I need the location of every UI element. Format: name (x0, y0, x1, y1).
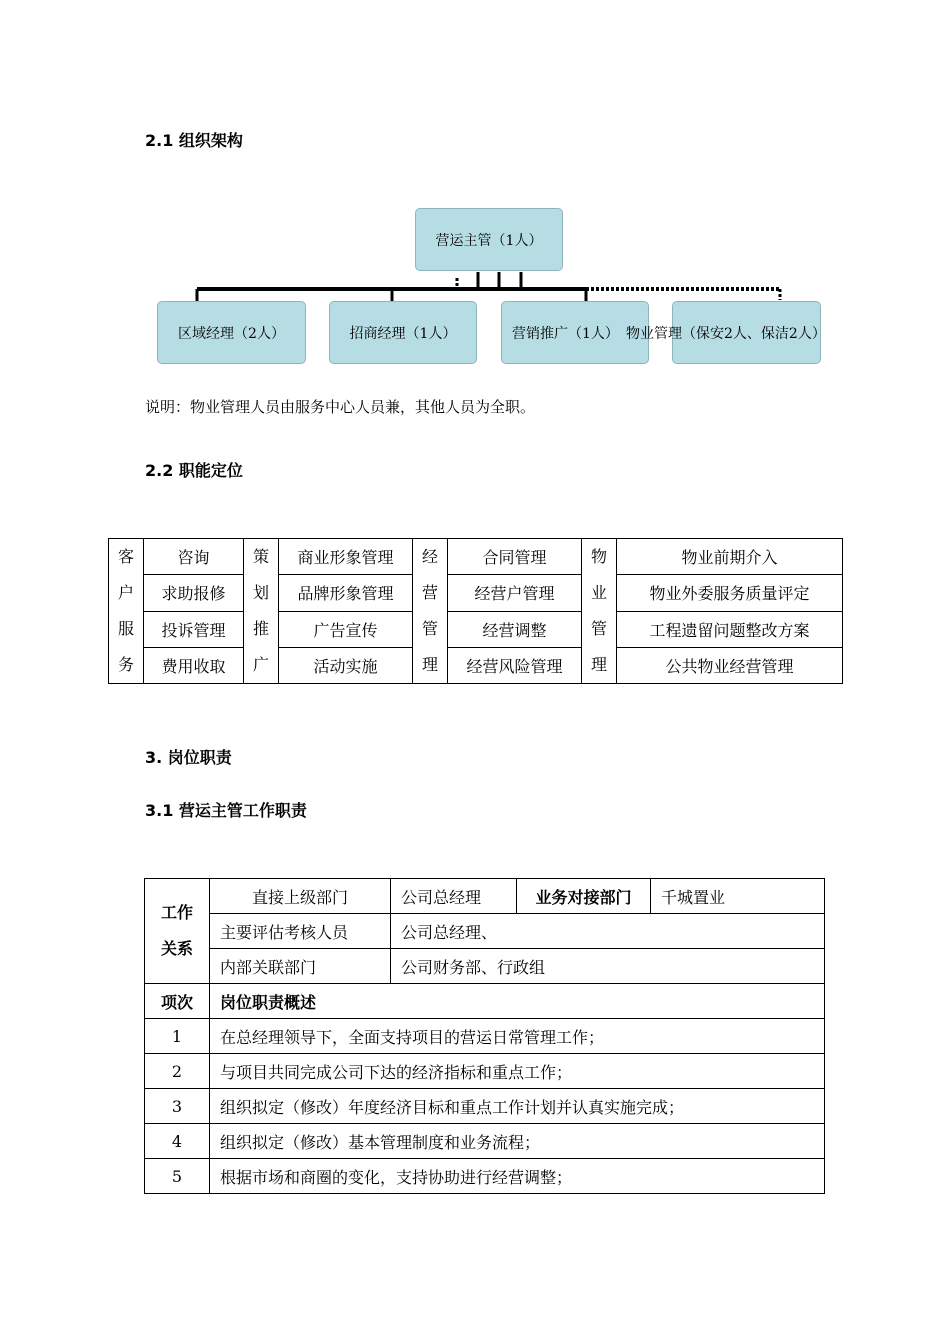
org-box-area-manager: 区域经理（2人） (157, 301, 306, 364)
function-item: 广告宣传 (279, 611, 413, 647)
org-box-property-label: 物业管理（保安2人、保洁2人） (626, 326, 826, 342)
function-item: 费用收取 (144, 647, 244, 683)
table-row (145, 1089, 825, 1124)
function-item: 经营风险管理 (448, 647, 582, 683)
function-item: 工程遗留问题整改方案 (617, 611, 843, 647)
duty-text: 组织拟定（修改）年度经济目标和重点工作计划并认真实施完成； (210, 1089, 825, 1124)
function-item: 活动实施 (279, 647, 413, 683)
duty-no: 2 (145, 1054, 210, 1089)
evaluator-value: 公司总经理、 (391, 914, 825, 949)
duty-text: 组织拟定（修改）基本管理制度和业务流程； (210, 1124, 825, 1159)
internal-value: 公司财务部、行政组 (391, 949, 825, 984)
function-item: 物业外委服务质量评定 (617, 575, 843, 611)
functions-table (108, 538, 843, 684)
section-3-1-title: 3.1 营运主管工作职责 (145, 801, 307, 820)
table-row (145, 1054, 825, 1089)
function-group-promotion: 策 划 推 广 (244, 539, 279, 684)
table-row (145, 1019, 825, 1054)
liaison-value: 千城置业 (651, 879, 825, 914)
function-group-operation: 经 营 管 理 (413, 539, 448, 684)
work-relation-label: 工作 关系 (145, 879, 210, 984)
duty-no: 3 (145, 1089, 210, 1124)
function-item: 品牌形象管理 (279, 575, 413, 611)
function-item: 经营户管理 (448, 575, 582, 611)
table-row (145, 1124, 825, 1159)
org-note: 说明：物业管理人员由服务中心人员兼，其他人员为全职。 (145, 398, 536, 416)
function-item: 求助报修 (144, 575, 244, 611)
org-box-leasing-manager: 招商经理（1人） (329, 301, 477, 364)
function-item: 公共物业经营管理 (617, 647, 843, 683)
duty-no: 5 (145, 1159, 210, 1194)
superior-label: 直接上级部门 (210, 879, 391, 914)
function-group-property: 物 业 管 理 (582, 539, 617, 684)
internal-label: 内部关联部门 (210, 949, 391, 984)
duty-no: 4 (145, 1124, 210, 1159)
org-box-marketing: 营销推广（1人） (501, 301, 649, 364)
table-row (145, 1159, 825, 1194)
duty-text: 与项目共同完成公司下达的经济指标和重点工作； (210, 1054, 825, 1089)
function-group-customer: 客 户 服 务 (109, 539, 144, 684)
section-2-1-title: 2.1 组织架构 (145, 131, 243, 150)
liaison-label: 业务对接部门 (517, 879, 651, 914)
function-item: 物业前期介入 (617, 539, 843, 575)
function-item: 咨询 (144, 539, 244, 575)
function-item: 经营调整 (448, 611, 582, 647)
section-2-2-title: 2.2 职能定位 (145, 461, 243, 480)
duty-table (144, 878, 825, 1194)
duty-no: 1 (145, 1019, 210, 1054)
col-desc-header: 岗位职责概述 (210, 984, 825, 1019)
evaluator-label: 主要评估考核人员 (210, 914, 391, 949)
superior-value: 公司总经理 (391, 879, 517, 914)
section-3-title: 3. 岗位职责 (145, 748, 232, 767)
duty-text: 根据市场和商圈的变化，支持协助进行经营调整； (210, 1159, 825, 1194)
function-item: 商业形象管理 (279, 539, 413, 575)
org-box-supervisor: 营运主管（1人） (415, 208, 563, 271)
duty-text: 在总经理领导下，全面支持项目的营运日常管理工作； (210, 1019, 825, 1054)
function-item: 投诉管理 (144, 611, 244, 647)
col-no-header: 项次 (145, 984, 210, 1019)
function-item: 合同管理 (448, 539, 582, 575)
